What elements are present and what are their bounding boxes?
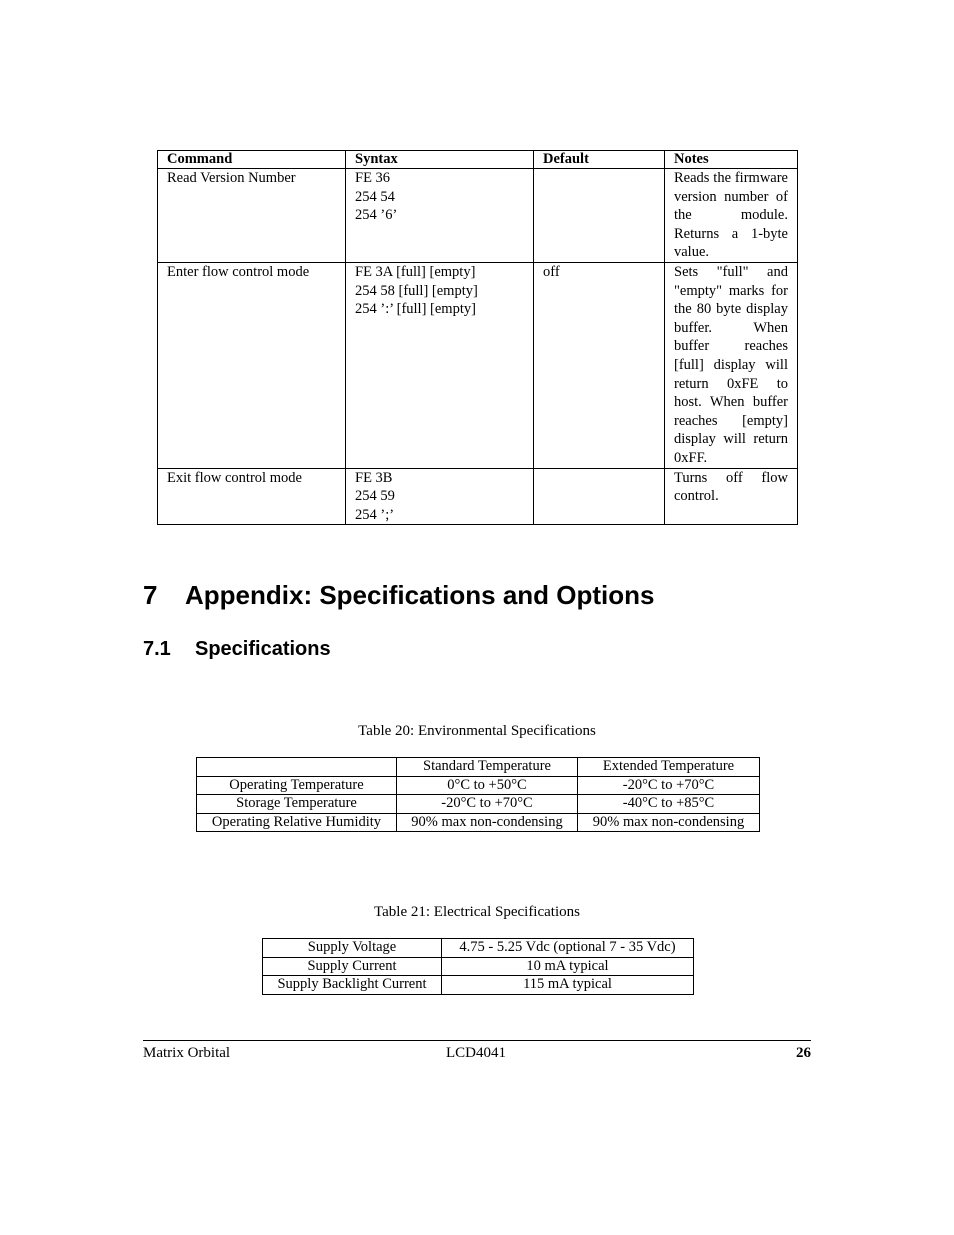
notes-cell: Turns off flow control. [665,468,798,525]
syntax-cell [346,468,534,525]
table-cell: Supply Backlight Current [263,976,442,995]
footer-center: LCD4041 [446,1045,506,1061]
table-row [158,468,798,525]
table-cell: Storage Temperature [197,795,397,814]
header-notes: Notes [665,151,798,169]
table-cell: -40°C to +85°C [578,795,760,814]
table-cell: Supply Current [263,957,442,976]
table-row [197,776,760,795]
subsection-heading [143,638,331,661]
table-row [197,795,760,814]
command-table-header-row [158,151,798,169]
command-cell: Read Version Number [158,169,346,263]
subsection-title: Specifications [195,638,331,660]
table-cell: -20°C to +70°C [397,795,578,814]
section-heading [143,580,655,611]
table-row [263,976,694,995]
table-cell: Standard Temperature [397,758,578,777]
table-cell: 10 mA typical [442,957,694,976]
syntax-line: FE 36 [355,170,391,186]
header-syntax: Syntax [346,151,534,169]
command-cell: Exit flow control mode [158,468,346,525]
syntax-line: FE 3B [355,469,393,486]
syntax-line: 254 58 [full] [empty] [355,282,478,299]
syntax-line: 254 54 [355,188,395,205]
table-cell: 0°C to +50°C [397,776,578,795]
electrical-specs-table [262,938,694,995]
table-cell: Operating Temperature [197,776,397,795]
table-cell: Supply Voltage [263,939,442,958]
table-cell [197,758,397,777]
syntax-cell [346,169,534,263]
table-cell: Operating Relative Humidity [197,813,397,832]
page-number: 26 [796,1045,811,1061]
subsection-number: 7.1 [143,638,171,660]
default-cell [534,468,665,525]
syntax-line: FE 3A [full] [empty] [355,263,476,280]
command-table [157,150,798,525]
table-row [158,262,798,468]
table-row [158,169,798,263]
table-cell: 90% max non-condensing [397,813,578,832]
table-cell: 4.75 - 5.25 Vdc (optional 7 - 35 Vdc) [442,939,694,958]
table-cell: 90% max non-condensing [578,813,760,832]
env-table-caption: Table 20: Environmental Specifications [358,723,596,739]
section-number: 7 [143,580,158,610]
notes-cell: Sets "full" and "empty" marks for the 80 byte display buffer. When buffer reaches [full] display will return 0xFE to host. When buffer reaches [empty] display will return 0xFF. [665,262,798,468]
default-cell [534,169,665,263]
environmental-specs-table [196,757,760,832]
table-row [197,758,760,777]
syntax-line: 254 ’6’ [355,207,398,224]
default-cell: off [534,262,665,468]
table-row [263,939,694,958]
syntax-cell [346,262,534,468]
table-row [263,957,694,976]
section-title: Appendix: Specifications and Options [185,580,655,610]
header-default: Default [534,151,665,169]
table-cell: -20°C to +70°C [578,776,760,795]
footer-rule [143,1040,811,1041]
syntax-line: 254 ’;’ [355,506,395,523]
header-command: Command [158,151,346,169]
table-cell: Extended Temperature [578,758,760,777]
notes-cell: Reads the firmware version number of the module. Returns a 1-byte value. [665,169,798,263]
table-cell: 115 mA typical [442,976,694,995]
command-cell: Enter flow control mode [158,262,346,468]
footer-left: Matrix Orbital [143,1045,231,1061]
syntax-line: 254 ’:’ [full] [empty] [355,301,476,318]
table-row [197,813,760,832]
elec-table-caption: Table 21: Electrical Specifications [374,904,580,920]
syntax-line: 254 59 [355,488,395,505]
